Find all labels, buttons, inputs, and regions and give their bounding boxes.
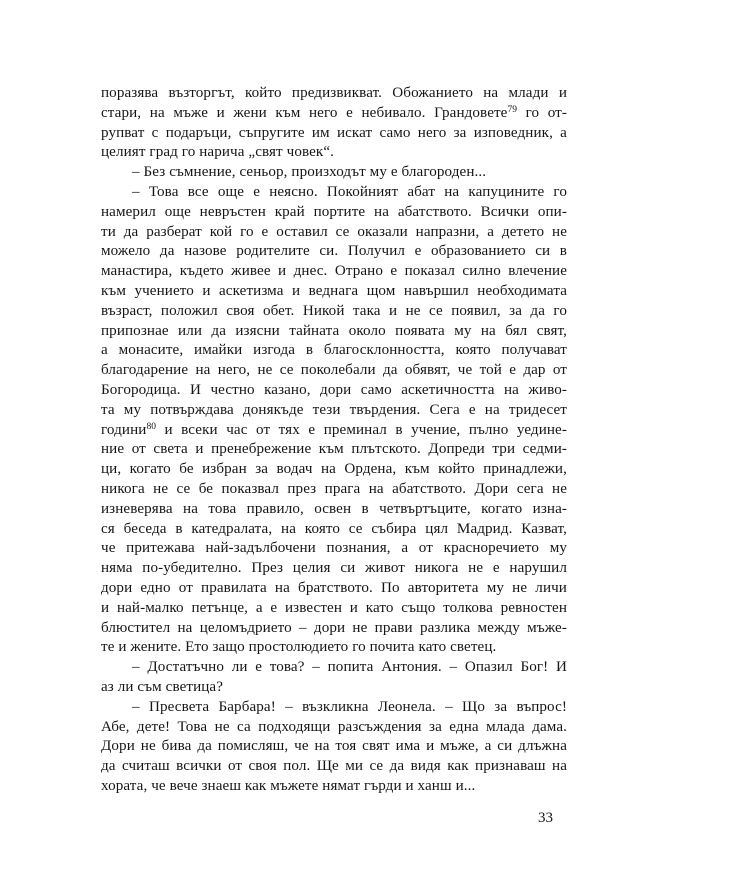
text-line: ся беседа в катедралата, на която се събира цял Мадрид. Казват, <box>101 520 567 537</box>
text-line: Богородица. И честно казано, дори само аскетичността на живо- <box>101 381 567 398</box>
footnote-reference: 79 <box>507 104 517 115</box>
text-line: а монасите, имайки изгода в благосклонността, която получават <box>101 342 567 359</box>
text-line: ние от света и пренебрежение към плътското. Допреди три седми- <box>101 441 567 458</box>
paragraph <box>101 183 567 658</box>
text-line: години$^{80}$ и всеки час от тях е преминал в учение, пълно уедине- <box>101 421 567 438</box>
text-line: манастира, където живее и днес. Отрано е показал силно влечение <box>101 263 567 280</box>
text-line: аз ли съм светица? <box>101 678 224 695</box>
text-line: поразява възторгът, който предизвикват. Обожанието на млади и <box>101 85 567 101</box>
text-line: – Достатъчно ли е това? – попита Антония. – Опазил Бог! И <box>132 659 567 676</box>
paragraph <box>101 163 567 183</box>
text-line: Абе, дете! Това не са подходящи разсъждения за една млада дама. <box>101 718 567 735</box>
text-line: ти да разберат кой го е оставил се оказали напразни, а детето не <box>101 223 567 240</box>
text-line: – Това все още е неясно. Покойният абат на капуцините го <box>132 183 567 200</box>
text-line: че притежава най-задълбочени познания, а от красноречието му <box>101 540 567 557</box>
text-line: хората, че вече знаеш как мъжете нямат гърди и ханш и... <box>101 777 476 794</box>
text-line: ци, когато бе избран за водач на Ордена, към който принадлежи, <box>101 461 567 478</box>
text-line: – Без съмнение, сеньор, произходът му е благороден... <box>132 164 487 181</box>
text-line: благодарение на него, не се поколебали да обявят, че той е дар от <box>101 362 567 379</box>
text-line: те и жените. Ето защо простолюдието го почита като светец. <box>101 639 497 656</box>
text-line: никога не се бе показвал през прага на абатството. Дори сега не <box>101 480 567 497</box>
text-line: към учението и аскетизма и веднага щом навършил необходимата <box>101 282 567 299</box>
text-line: рупват с подаръци, съпругите им искат само него за изповедник, а <box>101 124 567 141</box>
paragraph <box>101 698 567 797</box>
text-line: стари, на мъже и жени към него е небивало. Грандовете$^{79}$ го от- <box>101 104 567 121</box>
text-line: възраст, положил своя обет. Никой така и не се появил, за да го <box>101 302 567 319</box>
text-line: целият град го нарича „свят човек“. <box>101 144 335 161</box>
text-line: да считаш всички от своя пол. Ще ми се да видя как признаваш на <box>101 758 567 775</box>
text-line: и най-малко петънце, а е известен и като също толкова ревностен <box>101 599 567 616</box>
paragraph <box>101 658 567 698</box>
text-line: намерил още невръстен край портите на абатството. Всички опи- <box>101 203 567 220</box>
text-line: та му потвърждава донякъде тези твърдения. Сега е на тридесет <box>101 401 567 418</box>
text-line: блюстител на целомъдрието – дори не прави разлика между мъже- <box>101 619 567 636</box>
text-line: можело да назове родителите си. Получил е образованието си в <box>101 243 567 260</box>
text-line: няма по-убедително. През целия си живот никога не е нарушил <box>101 560 567 577</box>
text-line: дори едно от правилата на братството. По авторитета му не личи <box>101 579 567 596</box>
text-line: Дори не бива да помисляш, че на тоя свят има и мъже, а си длъжна <box>101 738 567 755</box>
text-line: – Пресвета Барбара! – възкликна Леонела. – Що за въпрос! <box>132 698 567 715</box>
page-text <box>101 84 567 797</box>
paragraph <box>101 84 567 163</box>
text-line: припознае или да изясни тайната около появата му на бял свят, <box>101 322 567 339</box>
text-line: изневерява на това правило, освен в четвъртъците, когато изна- <box>101 500 567 517</box>
page-number: 33 <box>538 810 553 826</box>
footnote-reference: 80 <box>146 421 156 432</box>
